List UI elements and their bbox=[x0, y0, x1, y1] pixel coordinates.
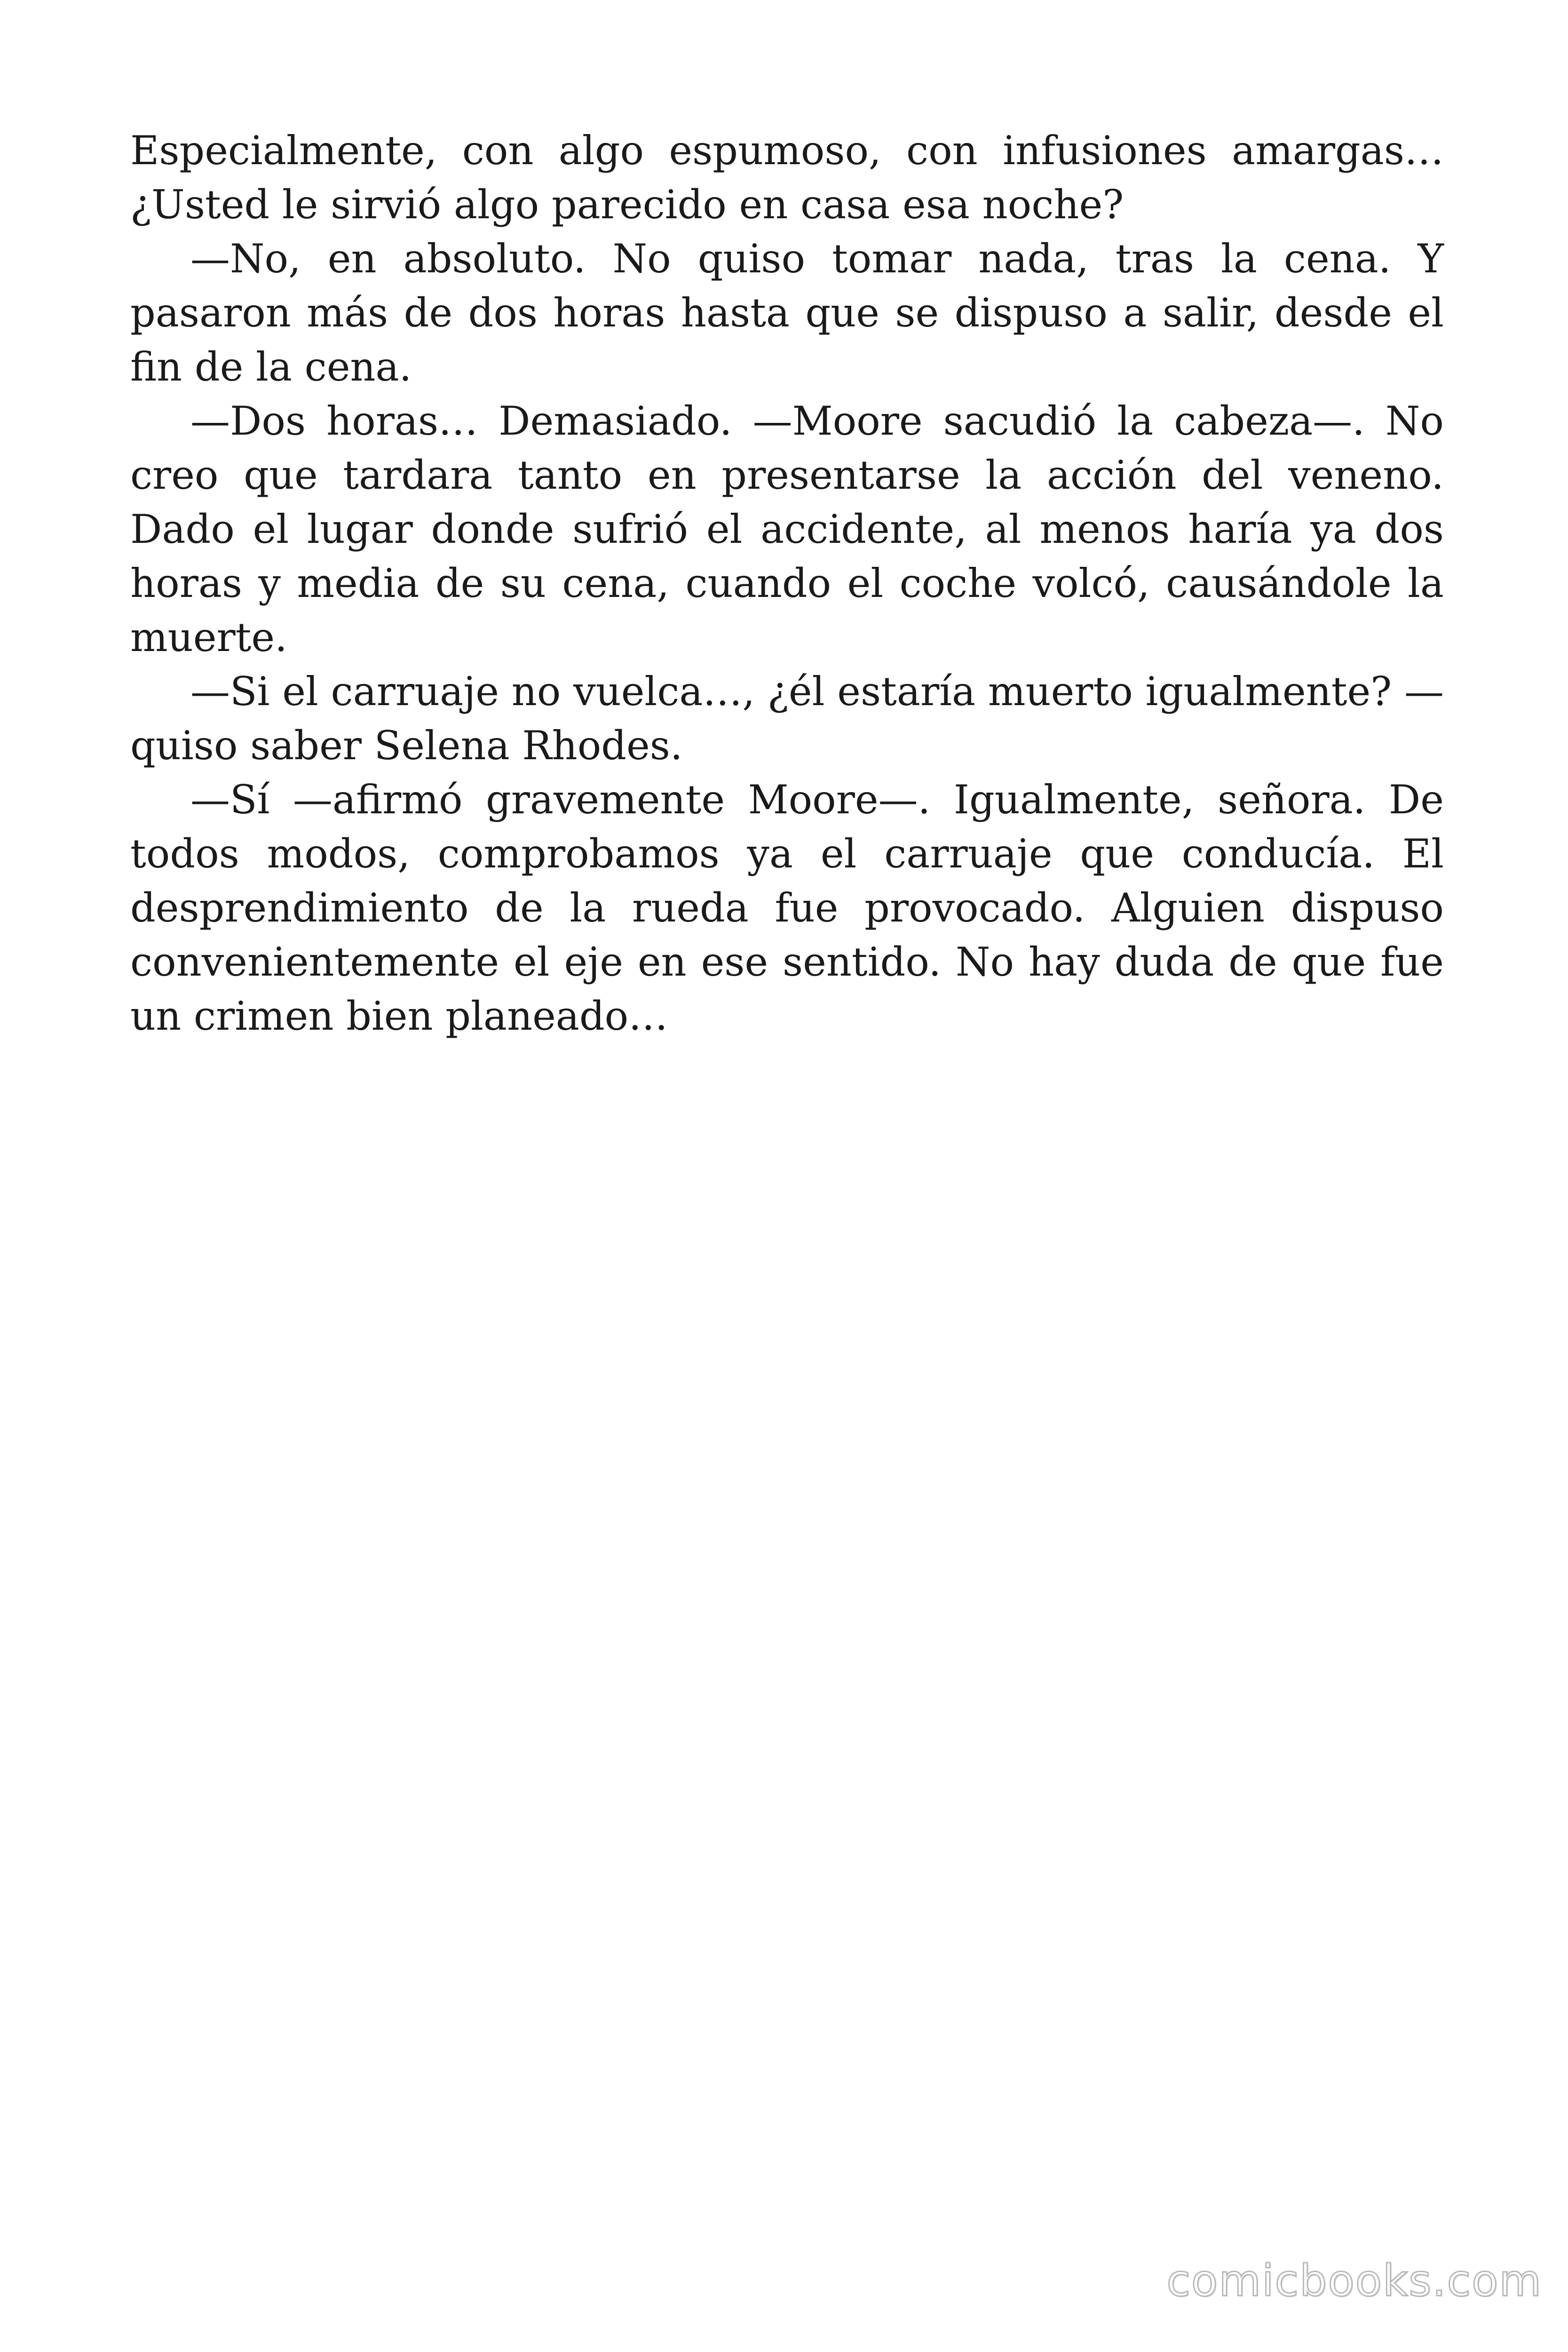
paragraph-5: —Sí —afirmó gravemente Moore—. Igualmente, señora. De todos modos, comprobamos ya el carruaje que conducía. El desprendimiento de la rueda fue provocado. Alguien dispuso convenientemente el eje en ese sentido. No hay duda de que fue un crimen bien planeado… bbox=[130, 777, 1444, 1039]
paragraph-1: Especialmente, con algo espumoso, con infusiones amargas… ¿Usted le sirvió algo parecido en casa esa noche? bbox=[130, 127, 1444, 228]
page-text bbox=[130, 124, 1444, 1043]
paragraph-2: —No, en absoluto. No quiso tomar nada, tras la cena. Y pasaron más de dos horas hasta que se dispuso a salir, desde el fin de la cena. bbox=[130, 236, 1444, 390]
watermark: comicbooks.com bbox=[1166, 2256, 1542, 2306]
paragraph-3: —Dos horas… Demasiado. —Moore sacudió la cabeza—. No creo que tardara tanto en presentarse la acción del veneno. Dado el lugar donde sufrió el accidente, al menos haría ya dos horas y media de su cena, cuando el coche volcó, causándole la muerte. bbox=[130, 398, 1444, 660]
paragraph-4: —Si el carruaje no vuelca…, ¿él estaría muerto igualmente? —quiso saber Selena Rhodes. bbox=[130, 668, 1444, 769]
